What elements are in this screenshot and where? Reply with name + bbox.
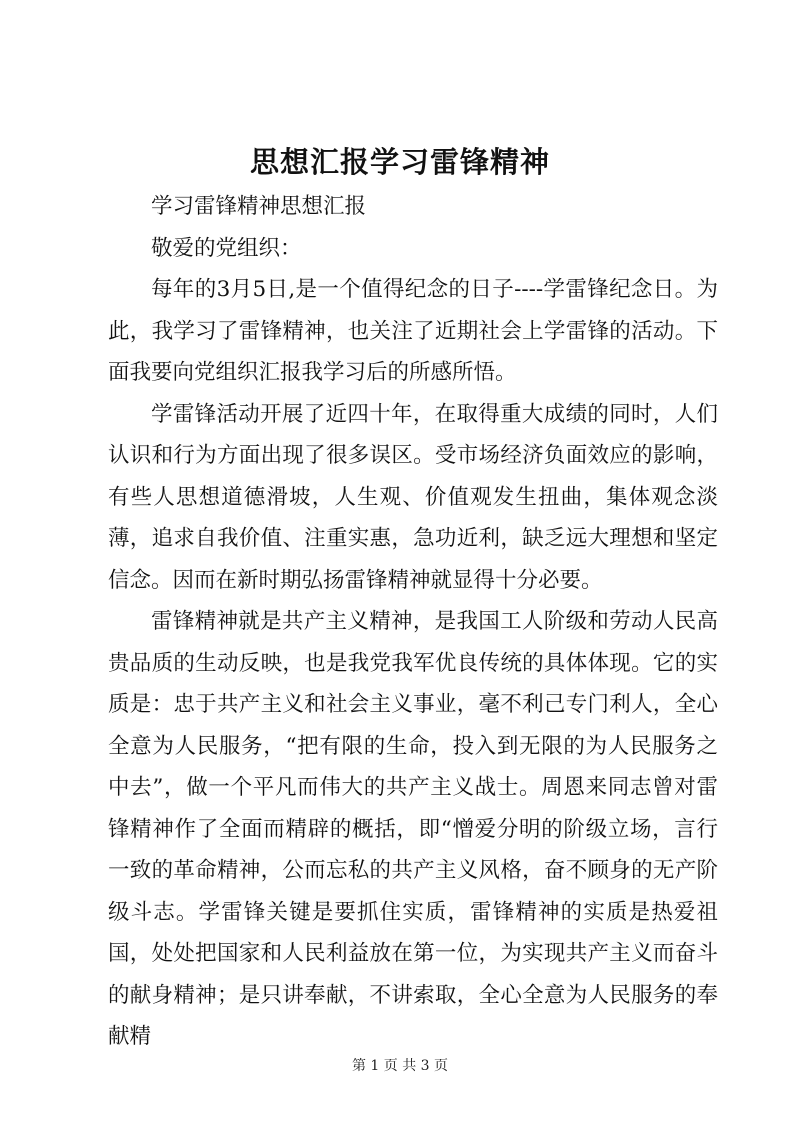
document-body <box>108 186 718 1058</box>
page-number-footer: 第 1 页 共 3 页 <box>351 1058 449 1074</box>
paragraph-body: 学雷锋活动开展了近四十年，在取得重大成绩的同时，人们认识和行为方面出现了很多误区。受市场经济负面效应的影响，有些人思想道德滑坡，人生观、价值观发生扭曲，集体观念淡薄，追求自我价值、注重实惠，急功近利，缺乏远大理想和坚定信念。因而在新时期弘扬雷锋精神就显得十分必要。 <box>108 401 718 593</box>
paragraph-subtitle: 学习雷锋精神思想汇报 <box>151 194 367 219</box>
paragraph-body: 每年的3月5日,是一个值得纪念的日子----学雷锋纪念日。为此，我学习了雷锋精神，也关注了近期社会上学雷锋的活动。下面我要向党组织汇报我学习后的所感所悟。 <box>108 277 718 385</box>
paragraph-salutation: 敬爱的党组织： <box>151 235 302 261</box>
document-title: 思想汇报学习雷锋精神 <box>249 145 550 179</box>
paragraph-body: 雷锋精神就是共产主义精神，是我国工人阶级和劳动人民高贵品质的生动反映，也是我党我军优良传统的具体体现。它的实质是：忠于共产主义和社会主义事业，毫不利己专门利人，全心全意为人民服务，“把有限的生命，投入到无限的为人民服务之中去”，做一个平凡而伟大的共产主义战士。周恩来同志曾对雷锋精神作了全面而精辟的概括，即“憎爱分明的阶级立场，言行一致的革命精神，公而忘私的共产主义风格，奋不顾身的无产阶级斗志。学雷锋关键是要抓住实质，雷锋精神的实质是热爱祖国，处处把国家和人民利益放在第一位，为实现共产主义而奋斗的献身精神；是只讲奉献，不讲索取，全心全意为人民服务的奉献精 <box>108 609 718 1049</box>
